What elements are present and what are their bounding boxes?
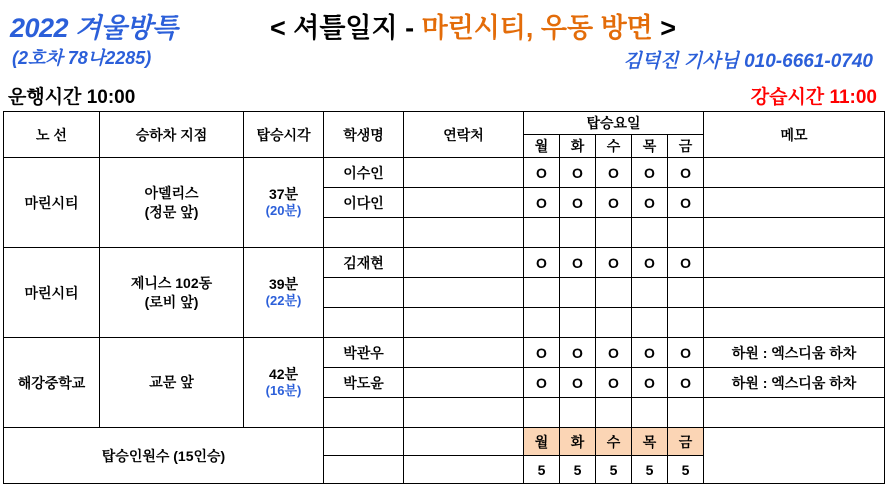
day-mon-cell[interactable]: O bbox=[524, 248, 560, 278]
day-tue-cell[interactable] bbox=[560, 278, 596, 308]
board-time-cell bbox=[244, 158, 324, 248]
memo-cell[interactable] bbox=[704, 158, 885, 188]
day-thu-cell[interactable]: O bbox=[632, 338, 668, 368]
day-fri-cell[interactable]: O bbox=[668, 248, 704, 278]
driver-info: 김덕진 기사님 010-6661-0740 bbox=[623, 51, 873, 72]
day-thu-cell[interactable] bbox=[632, 308, 668, 338]
day-fri-cell[interactable]: O bbox=[668, 188, 704, 218]
board-time-main: 39분 bbox=[268, 275, 299, 292]
day-mon-cell[interactable]: O bbox=[524, 368, 560, 398]
summary-label: 탑승인원수 (15인승) bbox=[4, 428, 324, 484]
day-thu-cell[interactable]: O bbox=[632, 248, 668, 278]
summary-contact-blank bbox=[404, 428, 524, 456]
day-tue-cell[interactable]: O bbox=[560, 338, 596, 368]
board-time-sub: (20분) bbox=[265, 203, 302, 219]
memo-cell[interactable]: 하원 : 엑스디움 하차 bbox=[704, 338, 885, 368]
summary-day-thu: 목 bbox=[632, 428, 668, 456]
day-fri-cell[interactable]: O bbox=[668, 368, 704, 398]
summary-contact-blank-2 bbox=[404, 456, 524, 484]
memo-cell[interactable] bbox=[704, 248, 885, 278]
col-day-wed: 수 bbox=[596, 135, 632, 158]
contact-cell[interactable] bbox=[404, 338, 524, 368]
contact-cell[interactable] bbox=[404, 188, 524, 218]
student-cell[interactable] bbox=[324, 308, 404, 338]
day-mon-cell[interactable]: O bbox=[524, 188, 560, 218]
day-mon-cell[interactable] bbox=[524, 398, 560, 428]
contact-cell[interactable] bbox=[404, 218, 524, 248]
route-cell: 마린시티 bbox=[4, 248, 100, 338]
contact-cell[interactable] bbox=[404, 158, 524, 188]
table-row bbox=[4, 338, 885, 368]
contact-cell[interactable] bbox=[404, 308, 524, 338]
day-fri-cell[interactable]: O bbox=[668, 158, 704, 188]
shuttle-table bbox=[3, 111, 885, 484]
day-fri-cell[interactable]: O bbox=[668, 338, 704, 368]
class-time-label: 강습시간 11:00 bbox=[750, 87, 877, 108]
vehicle-subtitle: (2호차 78나2285) bbox=[12, 48, 152, 68]
board-time-main: 37분 bbox=[268, 185, 299, 202]
day-tue-cell[interactable] bbox=[560, 398, 596, 428]
summary-student-blank-2 bbox=[324, 456, 404, 484]
route-cell: 해강중학교 bbox=[4, 338, 100, 428]
day-wed-cell[interactable] bbox=[596, 308, 632, 338]
summary-day-tue: 화 bbox=[560, 428, 596, 456]
day-wed-cell[interactable]: O bbox=[596, 248, 632, 278]
col-day-mon: 월 bbox=[524, 135, 560, 158]
col-contact: 연락처 bbox=[404, 112, 524, 158]
day-mon-cell[interactable]: O bbox=[524, 338, 560, 368]
day-thu-cell[interactable] bbox=[632, 218, 668, 248]
stop-cell bbox=[100, 338, 244, 428]
summary-memo-blank bbox=[704, 428, 885, 484]
col-stop: 승하차 지점 bbox=[100, 112, 244, 158]
day-tue-cell[interactable] bbox=[560, 308, 596, 338]
day-wed-cell[interactable] bbox=[596, 278, 632, 308]
col-route: 노 선 bbox=[4, 112, 100, 158]
day-thu-cell[interactable] bbox=[632, 398, 668, 428]
day-fri-cell[interactable] bbox=[668, 278, 704, 308]
memo-cell[interactable] bbox=[704, 218, 885, 248]
page-title: 2022 겨울방특 bbox=[10, 13, 178, 43]
summary-day-mon: 월 bbox=[524, 428, 560, 456]
col-day-thu: 목 bbox=[632, 135, 668, 158]
summary-student-blank bbox=[324, 428, 404, 456]
day-wed-cell[interactable] bbox=[596, 218, 632, 248]
day-tue-cell[interactable] bbox=[560, 218, 596, 248]
summary-day-header-row bbox=[4, 428, 885, 456]
day-wed-cell[interactable]: O bbox=[596, 188, 632, 218]
day-thu-cell[interactable] bbox=[632, 278, 668, 308]
student-cell[interactable] bbox=[324, 398, 404, 428]
board-time-cell bbox=[244, 248, 324, 338]
day-tue-cell[interactable]: O bbox=[560, 158, 596, 188]
summary-count-tue: 5 bbox=[560, 456, 596, 484]
memo-cell[interactable] bbox=[704, 308, 885, 338]
board-time-main: 42분 bbox=[268, 365, 299, 382]
route-heading-prefix: < 셔틀일지 - bbox=[270, 13, 422, 43]
day-thu-cell[interactable]: O bbox=[632, 158, 668, 188]
day-fri-cell[interactable] bbox=[668, 218, 704, 248]
day-mon-cell[interactable] bbox=[524, 278, 560, 308]
day-thu-cell[interactable]: O bbox=[632, 188, 668, 218]
student-cell[interactable]: 박도윤 bbox=[324, 368, 404, 398]
stop-line1: 제니스 102동 bbox=[130, 274, 213, 291]
summary-count-mon: 5 bbox=[524, 456, 560, 484]
col-day-fri: 금 bbox=[668, 135, 704, 158]
route-cell: 마린시티 bbox=[4, 158, 100, 248]
day-wed-cell[interactable]: O bbox=[596, 368, 632, 398]
day-mon-cell[interactable] bbox=[524, 308, 560, 338]
sheet-header bbox=[0, 0, 887, 111]
student-cell[interactable]: 박관우 bbox=[324, 338, 404, 368]
day-wed-cell[interactable] bbox=[596, 398, 632, 428]
student-cell[interactable] bbox=[324, 278, 404, 308]
day-wed-cell[interactable]: O bbox=[596, 338, 632, 368]
contact-cell[interactable] bbox=[404, 278, 524, 308]
student-cell[interactable] bbox=[324, 218, 404, 248]
day-thu-cell[interactable]: O bbox=[632, 368, 668, 398]
col-day-tue: 화 bbox=[560, 135, 596, 158]
board-time-sub: (22분) bbox=[265, 293, 302, 309]
stop-cell bbox=[100, 158, 244, 248]
route-heading-suffix: > bbox=[652, 13, 677, 43]
summary-day-fri: 금 bbox=[668, 428, 704, 456]
contact-cell[interactable] bbox=[404, 368, 524, 398]
day-tue-cell[interactable]: O bbox=[560, 368, 596, 398]
stop-cell bbox=[100, 248, 244, 338]
day-mon-cell[interactable]: O bbox=[524, 158, 560, 188]
day-fri-cell[interactable] bbox=[668, 398, 704, 428]
memo-cell[interactable]: 하원 : 엑스디움 하차 bbox=[704, 368, 885, 398]
col-student: 학생명 bbox=[324, 112, 404, 158]
stop-line2: (로비 앞) bbox=[144, 293, 199, 310]
col-memo: 메모 bbox=[704, 112, 885, 158]
day-tue-cell[interactable]: O bbox=[560, 248, 596, 278]
table-header-row bbox=[4, 112, 885, 135]
summary-day-wed: 수 bbox=[596, 428, 632, 456]
contact-cell[interactable] bbox=[404, 398, 524, 428]
summary-count-thu: 5 bbox=[632, 456, 668, 484]
table-row bbox=[4, 158, 885, 188]
memo-cell[interactable] bbox=[704, 398, 885, 428]
student-cell[interactable]: 이수인 bbox=[324, 158, 404, 188]
student-cell[interactable]: 김재현 bbox=[324, 248, 404, 278]
route-heading-route: 마린시티, 우동 방면 bbox=[421, 13, 653, 43]
day-fri-cell[interactable] bbox=[668, 308, 704, 338]
route-heading bbox=[270, 6, 676, 45]
stop-line1: 아델리스 bbox=[144, 184, 199, 201]
board-time-cell bbox=[244, 338, 324, 428]
table-row bbox=[4, 248, 885, 278]
stop-line2: (정문 앞) bbox=[144, 203, 199, 220]
contact-cell[interactable] bbox=[404, 248, 524, 278]
summary-count-fri: 5 bbox=[668, 456, 704, 484]
memo-cell[interactable] bbox=[704, 188, 885, 218]
col-board-time: 탑승시각 bbox=[244, 112, 324, 158]
board-time-sub: (16분) bbox=[265, 383, 302, 399]
day-tue-cell[interactable]: O bbox=[560, 188, 596, 218]
day-mon-cell[interactable] bbox=[524, 218, 560, 248]
student-cell[interactable]: 이다인 bbox=[324, 188, 404, 218]
memo-cell[interactable] bbox=[704, 278, 885, 308]
summary-count-wed: 5 bbox=[596, 456, 632, 484]
depart-time-label: 운행시간 10:00 bbox=[8, 87, 136, 108]
stop-line1: 교문 앞 bbox=[149, 374, 194, 391]
day-wed-cell[interactable]: O bbox=[596, 158, 632, 188]
col-days-group: 탑승요일 bbox=[524, 112, 704, 135]
